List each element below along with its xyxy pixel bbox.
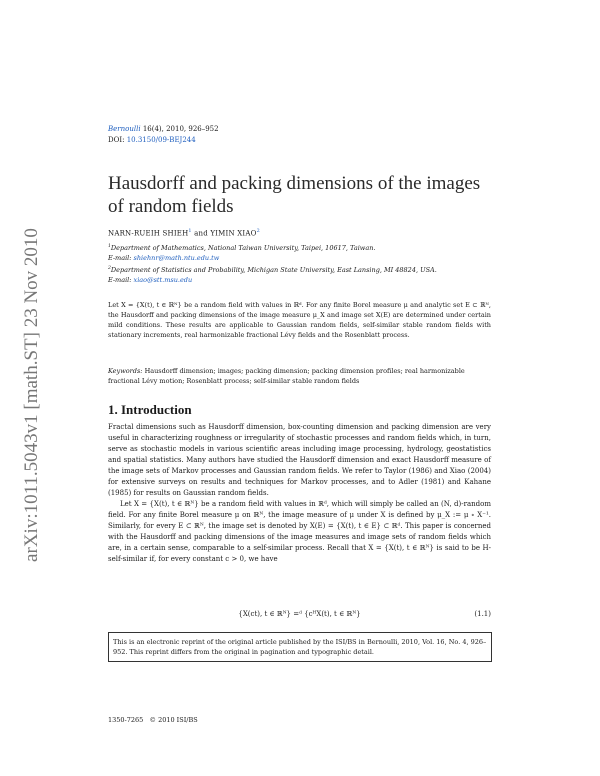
copyright-icon: © bbox=[149, 716, 156, 724]
author-and: and bbox=[194, 229, 208, 238]
author-1: NARN-RUEIH SHIEH bbox=[108, 229, 189, 238]
keywords-label: Keywords: bbox=[108, 367, 143, 375]
arxiv-stamp bbox=[12, 180, 52, 610]
journal-meta bbox=[108, 124, 219, 146]
section-number: 1. bbox=[108, 402, 118, 417]
affiliation-1-email-label: E-mail: bbox=[108, 254, 132, 263]
author-1-mark[interactable]: 1 bbox=[188, 228, 192, 234]
abstract: Let X = {X(t), t ∈ ℝᴺ} be a random field with values in ℝᵈ. For any finite Borel measure μ and analytic set E ⊂ ℝᴺ, the Hausdorff and packing dimensions of the image measure μ_X and image set X(E) are determined under certain mild conditions. These results are applicable to Gaussian random fields, self-similar stable random fields with stationary increments, real harmonizable fractional Lévy fields and the Rosenblatt process. bbox=[108, 301, 491, 339]
author-2: YIMIN XIAO bbox=[210, 229, 257, 238]
affiliation-2-dept: Department of Statistics and Probability, Michigan State University, East Lansing, MI 48824, USA. bbox=[110, 266, 437, 275]
author-list bbox=[108, 228, 260, 237]
author-2-mark[interactable]: 2 bbox=[256, 228, 260, 234]
introduction-body bbox=[108, 422, 491, 565]
journal-volume: 16(4), 2010, 926–952 bbox=[142, 125, 219, 133]
affiliation-2 bbox=[108, 264, 508, 285]
footer-issn: 1350-7265 bbox=[108, 716, 144, 724]
journal-name-link[interactable]: Bernoulli bbox=[108, 125, 141, 133]
equation-label: (1.1) bbox=[474, 610, 491, 618]
paragraph-1: Fractal dimensions such as Hausdorff dimension, box-counting dimension and packing dimension are very useful in characterizing roughness or irregularity of stochastic processes and random fields which, in turn, serve as stochastic models in various scientific areas including image processing, hydrology, geostatistics and spatial statistics. Many authors have studied the Hausdorff dimension and exact Hausdorff measure of the image sets of Markov processes and Gaussian random fields. We refer to Taylor (1986) and Xiao (2004) for extensive surveys on results and techniques for Markov processes, and to Adler (1981) and Kahane (1985) for results on Gaussian random fields. bbox=[108, 423, 491, 497]
equation-content: {X(ct), t ∈ ℝᴺ} =ᵈ {cᴴX(t), t ∈ ℝᴺ} bbox=[238, 610, 361, 618]
affiliation-1-email-link[interactable]: shiehnr@math.ntu.edu.tw bbox=[133, 254, 220, 263]
doi-link[interactable]: 10.3150/09-BEJ244 bbox=[126, 136, 196, 144]
reprint-notice: This is an electronic reprint of the original article published by the ISI/BS in Bernoulli, 2010, Vol. 16, No. 4, 926–952. This reprint differs from the original in pagination and typographic detail. bbox=[108, 632, 492, 662]
affiliation-1 bbox=[108, 242, 508, 263]
affiliation-2-mark: 2 bbox=[108, 266, 111, 271]
paper-title: Hausdorff and packing dimensions of the images of random fields bbox=[108, 173, 481, 217]
affiliation-1-mark: 1 bbox=[108, 244, 111, 249]
arxiv-stamp-text: arXiv:1011.5043v1 [math.ST] 23 Nov 2010 bbox=[21, 228, 42, 562]
doi-label: DOI: bbox=[108, 136, 125, 144]
affiliation-1-dept: Department of Mathematics, National Taiwan University, Taipei, 10617, Taiwan. bbox=[110, 244, 376, 253]
paragraph-2: Let X = {X(t), t ∈ ℝᴺ} be a random field with values in ℝᵈ, which will simply be called an (N, d)-random field. For any finite Borel measure μ on ℝᴺ, the image measure of μ under X is defined by μ_X := μ ∘ X⁻¹. Similarly, for every E ⊂ ℝᴺ, the image set is denoted by X(E) = {X(t), t ∈ E} ⊂ ℝᵈ. This paper is concerned with the Hausdorff and packing dimensions of the image measures and image sets of random fields which are, in a certain sense, comparable to a self-similar process. Recall that X = {X(t), t ∈ ℝᴺ} is said to be H-self-similar if, for every constant c > 0, we have bbox=[108, 500, 491, 563]
footer bbox=[108, 716, 198, 724]
section-heading bbox=[108, 402, 192, 418]
keywords bbox=[108, 366, 491, 386]
affiliation-2-email-link[interactable]: xiao@stt.msu.edu bbox=[133, 276, 193, 285]
affiliation-2-email-label: E-mail: bbox=[108, 276, 132, 285]
footer-copyright: 2010 ISI/BS bbox=[158, 716, 198, 724]
keywords-text: Hausdorff dimension; images; packing dimension; packing dimension profiles; real harmonizable fractional Lévy motion; Rosenblatt process; self-similar stable random fields bbox=[108, 367, 465, 385]
section-title: Introduction bbox=[121, 402, 192, 417]
